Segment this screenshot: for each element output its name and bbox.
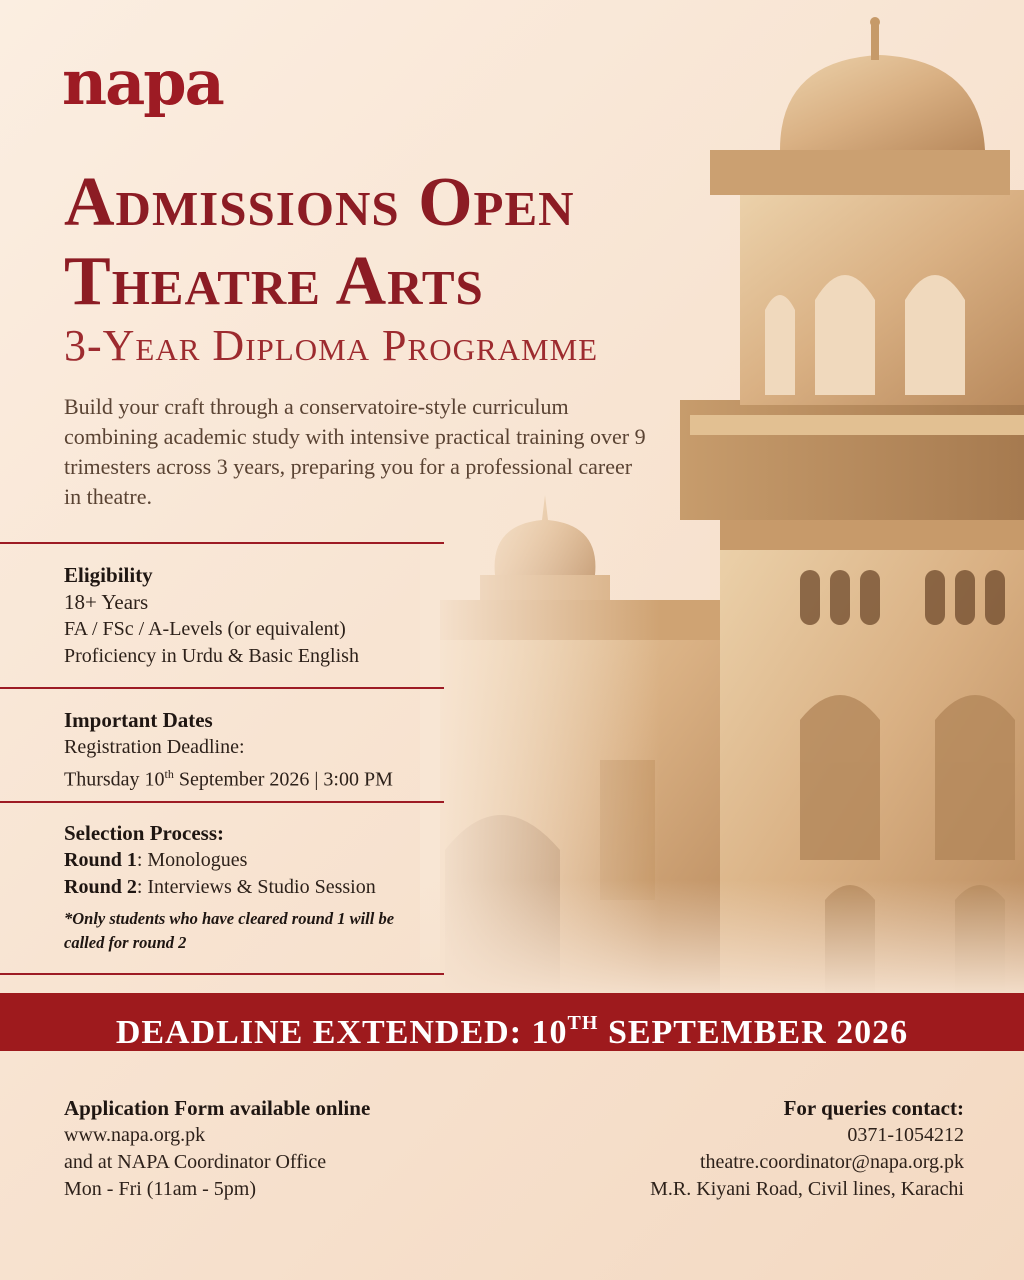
divider [0,801,444,803]
selection-process-section [64,819,444,955]
website-link[interactable]: www.napa.org.pk [64,1124,206,1146]
deadline-label: Registration Deadline: [64,736,245,758]
dates-heading: Important Dates [64,708,213,732]
eligibility-item: Proficiency in Urdu & Basic English [64,645,359,667]
round-1-label: Round 1 [64,849,137,871]
deadline-extended-banner [0,993,1024,1051]
office-hours: Mon - Fri (11am - 5pm) [64,1178,257,1200]
deadline-ordinal: th [164,767,174,781]
divider [0,542,444,544]
napa-logo: napa [62,46,223,119]
contact-info [524,1094,964,1203]
banner-text: DEADLINE EXTENDED: 10 [115,1014,568,1051]
round-1-text: : Monologues [136,849,248,871]
title-admissions-open: Admissions Open [64,164,575,241]
deadline-rest: September 2026 | 3:00 PM [173,768,393,791]
selection-note: *Only students who have cleared round 1 will be called for round 2 [64,909,395,952]
deadline-value [64,761,444,794]
contact-heading: For queries contact: [783,1096,964,1120]
deadline-day: Thursday 10 [64,768,165,791]
contact-address: M.R. Kiyani Road, Civil lines, Karachi [650,1178,964,1200]
contact-phone[interactable]: 0371-1054212 [847,1124,964,1146]
round-2 [64,874,444,901]
divider [0,687,444,689]
banner-ordinal: TH [567,1012,599,1034]
round-1 [64,847,444,874]
title-theatre-arts: Theatre Arts [64,243,484,320]
divider [0,973,444,975]
eligibility-item: FA / FSc / A-Levels (or equivalent) [64,618,346,640]
round-2-text: : Interviews & Studio Session [136,876,376,898]
eligibility-section [64,561,444,670]
office-line: and at NAPA Coordinator Office [64,1151,327,1173]
banner-text-end: SEPTEMBER 2026 [598,1014,909,1051]
contact-email[interactable]: theatre.coordinator@napa.org.pk [699,1151,964,1173]
important-dates-section [64,706,444,794]
eligibility-item: 18+ Years [64,590,149,614]
intro-paragraph: Build your craft through a conservatoire-style curriculum combining academic study with intensive practical training over 9 trimesters across 3 years, preparing you for a professional career in theatre. [64,394,646,509]
selection-heading: Selection Process: [64,821,224,845]
eligibility-heading: Eligibility [64,563,153,587]
application-info [64,1094,484,1203]
round-2-label: Round 2 [64,876,137,898]
application-heading: Application Form available online [64,1096,371,1120]
programme-subtitle: 3-Year Diploma Programme [64,321,599,370]
